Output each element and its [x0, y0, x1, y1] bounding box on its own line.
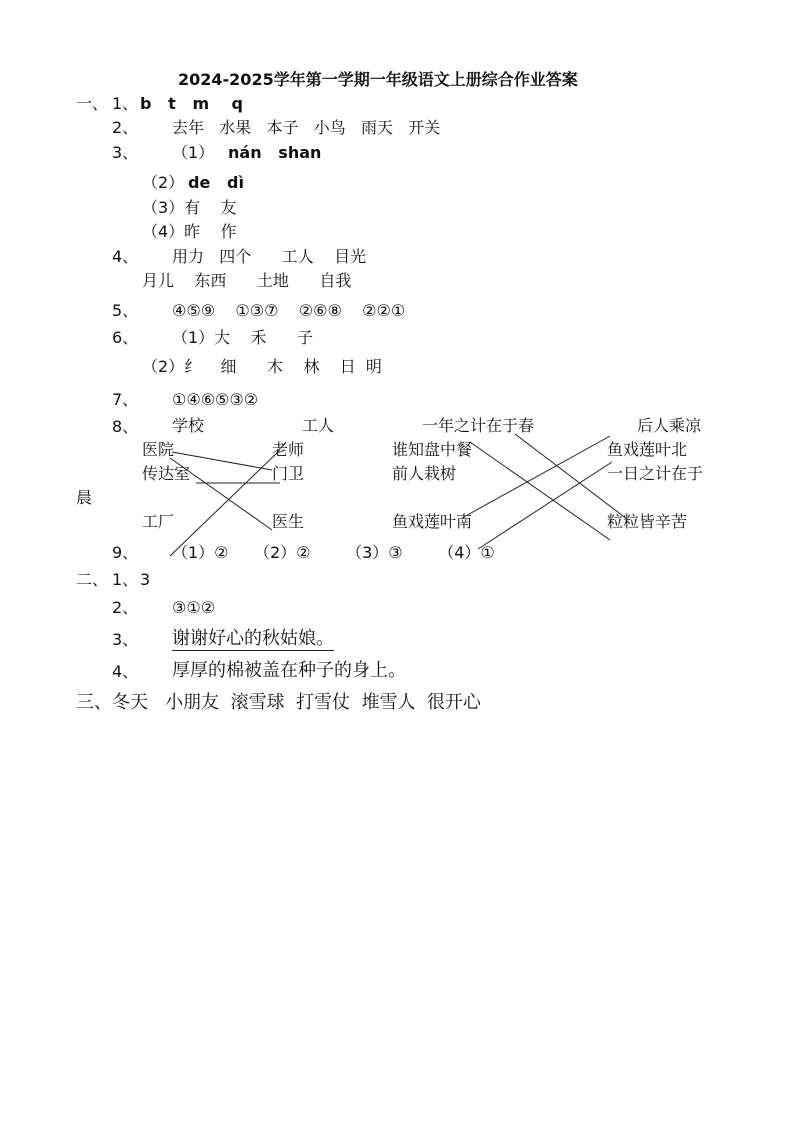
q8-number: 8、: [112, 417, 139, 436]
q9-number: 9、: [112, 543, 139, 562]
match-right-a-item: 一年之计在于春: [422, 416, 535, 435]
match-line: [170, 450, 280, 556]
s2-q2-number: 2、: [112, 598, 139, 617]
q9-answer: （1）② （2）② （3）③ （4）①: [172, 543, 495, 562]
s2-q1-number: 1、: [112, 570, 139, 589]
match-line: [172, 452, 272, 470]
match-left-a-item: 传达室: [142, 464, 191, 483]
q3-answer-1-label: （1）: [172, 143, 215, 162]
q6-answer-line1: （1）大 禾 子: [172, 328, 314, 347]
match-line: [470, 442, 610, 540]
match-right-b-item: 一日之计在于: [607, 464, 704, 483]
q3-answer-2-label: （2）: [142, 173, 185, 192]
match-left-b-item: 门卫: [272, 464, 305, 483]
match-wrap-char: 晨: [76, 488, 93, 507]
match-left-b-item: 老师: [272, 440, 305, 459]
s2-q4-answer: 厚厚的棉被盖在种子的身上。: [172, 660, 406, 681]
section-2-heading: 二、: [76, 570, 109, 589]
q2-number: 2、: [112, 118, 139, 137]
match-left-a-item: 学校: [172, 416, 205, 435]
match-right-b-item: 后人乘凉: [637, 416, 702, 435]
match-right-b-item: 粒粒皆辛苦: [607, 512, 688, 531]
q2-answer: 去年 水果 本子 小鸟 雨天 开关: [172, 118, 441, 137]
match-line: [515, 434, 627, 519]
q1-answer: b t m q: [140, 94, 243, 113]
q6-number: 6、: [112, 328, 139, 347]
match-right-a-item: 鱼戏莲叶南: [392, 512, 473, 531]
match-right-a-item: 前人栽树: [392, 464, 457, 483]
page-title: 2024-2025学年第一学期一年级语文上册综合作业答案: [178, 70, 578, 89]
s2-q2-answer: ③①②: [172, 598, 216, 617]
q7-answer: ①④⑥⑤③②: [172, 390, 259, 409]
q3-number: 3、: [112, 143, 139, 162]
match-left-a-item: 工厂: [142, 512, 175, 531]
q3-answer-2: de dì: [188, 173, 244, 192]
section-1-heading: 一、: [76, 94, 109, 113]
s2-q3-answer: 谢谢好心的秋姑娘。: [172, 628, 334, 649]
match-line: [170, 458, 272, 530]
q4-number: 4、: [112, 247, 139, 266]
s2-q4-number: 4、: [112, 662, 139, 681]
q4-answer-line2: 月儿 东西 土地 自我: [142, 271, 352, 290]
match-line: [462, 436, 610, 518]
q3-answer-1: nán shan: [228, 143, 322, 162]
q1-number: 1、: [112, 94, 139, 113]
q4-answer-line1: 用力 四个 工人 目光: [172, 247, 367, 266]
match-right-b-item: 鱼戏莲叶北: [607, 440, 688, 459]
s2-q1-answer: 3: [140, 570, 151, 589]
q7-number: 7、: [112, 390, 139, 409]
match-line: [478, 462, 612, 549]
q6-answer-line2: （2）纟 细 木 林 日 明: [142, 357, 382, 376]
section-3-heading: 三、: [76, 692, 112, 713]
q3-answer-3: （3）有 友: [142, 198, 237, 217]
match-right-a-item: 谁知盘中餐: [392, 440, 473, 459]
q5-answer: ④⑤⑨ ①③⑦ ②⑥⑧ ②②①: [172, 301, 406, 320]
match-left-a-item: 医院: [142, 440, 175, 459]
match-left-b-item: 工人: [302, 416, 335, 435]
q5-number: 5、: [112, 301, 139, 320]
s2-q3-number: 3、: [112, 630, 139, 649]
q3-answer-4: （4）昨 作: [142, 222, 237, 241]
s3-answer: 冬天 小朋友 滚雪球 打雪仗 堆雪人 很开心: [112, 692, 481, 713]
match-left-b-item: 医生: [272, 512, 305, 531]
